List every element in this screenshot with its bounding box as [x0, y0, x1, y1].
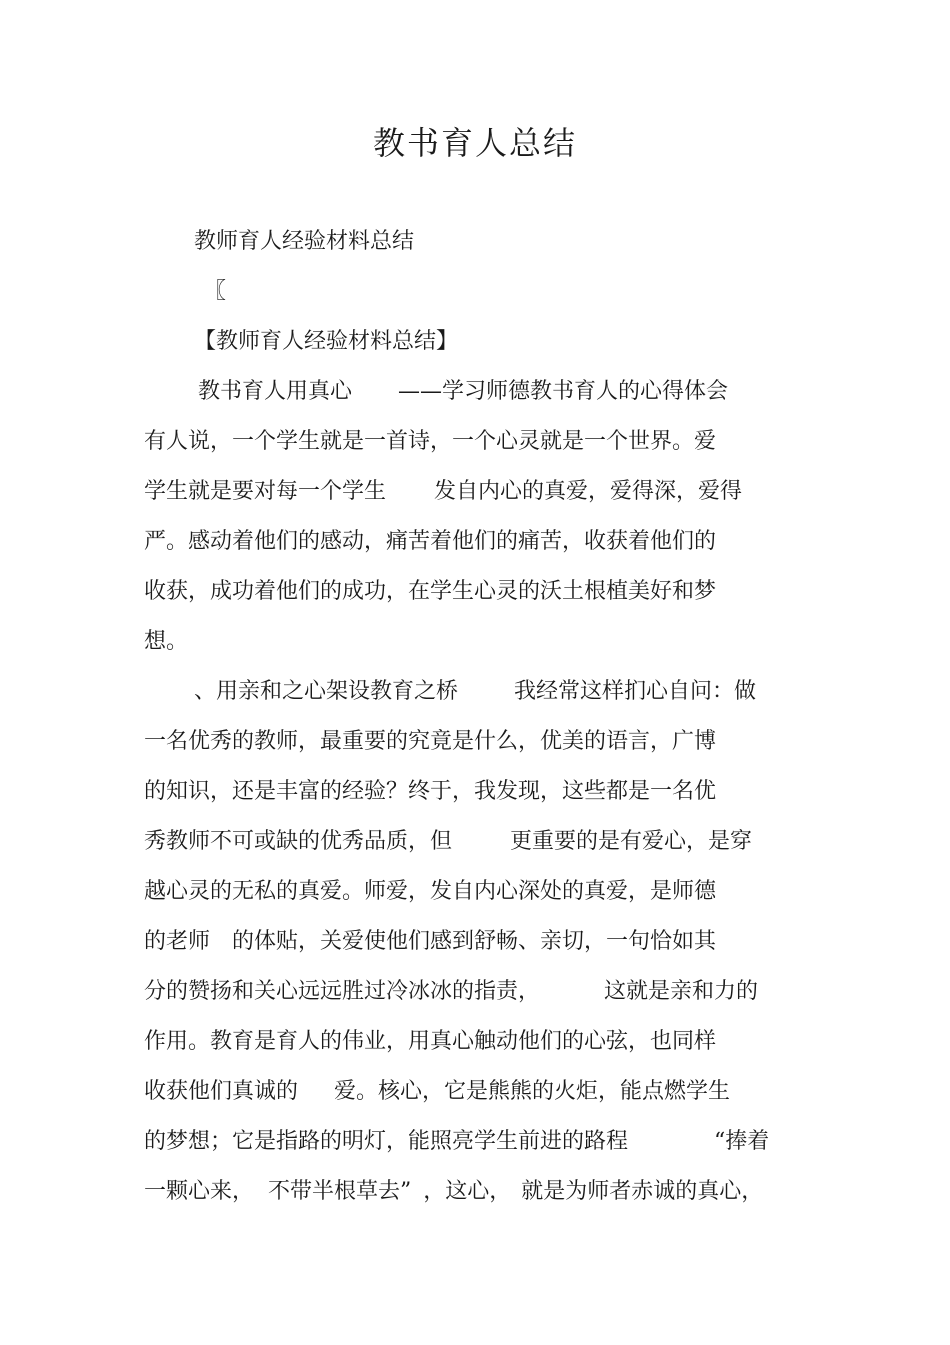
paragraph-line: [144, 1178, 763, 1206]
text-segment: 就是为师者赤诚的真心，: [521, 1179, 764, 1204]
text-segment: 的体贴，关爱使他们感到舒畅、亲切，一句恰如其: [232, 929, 717, 954]
paragraph-line: 作用。教育是育人的伟业，用真心触动他们的心弦，也同样: [144, 1029, 717, 1054]
paragraph-line: 有人说，一个学生就是一首诗，一个心灵就是一个世界。爱: [144, 429, 717, 454]
paragraph-line: 严。感动着他们的感动，痛苦着他们的痛苦，收获着他们的: [144, 529, 717, 554]
paragraph-line: 收获，成功着他们的成功，在学生心灵的沃土根植美好和梦: [144, 579, 717, 604]
text-segment: 的老师: [144, 929, 211, 954]
paragraph-head-line: [194, 678, 756, 706]
paragraph-line: [144, 1078, 730, 1106]
paragraph-line: [144, 478, 742, 506]
paragraph-line: [144, 828, 752, 856]
intro-subtitle: ——学习师德教书育人的心得体会: [398, 379, 729, 404]
text-segment: 不带半根草去”: [268, 1179, 412, 1204]
section-heading: 【教师育人经验材料总结】: [194, 329, 459, 354]
intro-title: 教书育人用真心: [198, 379, 353, 404]
text-segment: “捧着: [714, 1129, 770, 1154]
document-title: 教书育人总结: [372, 124, 577, 162]
bracket-mark: 〖: [204, 279, 227, 304]
section-point-heading: 、用亲和之心架设教育之桥: [194, 679, 459, 704]
text-segment: 这就是亲和力的: [604, 979, 759, 1004]
text-segment: 的梦想；它是指路的明灯，能照亮学生前进的路程: [144, 1129, 629, 1154]
text-segment: 更重要的是有爱心，是穿: [510, 829, 753, 854]
text-segment: 一颗心来，: [144, 1179, 255, 1204]
paragraph-line: 一名优秀的教师，最重要的究竟是什么，优美的语言，广博: [144, 729, 717, 754]
paragraph-line: [144, 978, 758, 1006]
text-segment: 爱。核心，它是熊熊的火炬，能点燃学生: [334, 1079, 731, 1104]
text-segment: 分的赞扬和关心远远胜过冷冰冰的指责，: [144, 979, 541, 1004]
paragraph-line: 的知识，还是丰富的经验？终于，我发现，这些都是一名优: [144, 779, 717, 804]
subtitle: 教师育人经验材料总结: [194, 229, 415, 254]
text-segment: 发自内心的真爱，爱得深，爱得: [434, 479, 743, 504]
text-segment: 收获他们真诚的: [144, 1079, 299, 1104]
paragraph-line: 想。: [144, 629, 189, 654]
text-segment: 我经常这样扪心自问：做: [514, 679, 757, 704]
paragraph-line: 越心灵的无私的真爱。师爱，发自内心深处的真爱，是师德: [144, 879, 717, 904]
paragraph-line: [144, 1128, 769, 1156]
paragraph-line: [144, 928, 716, 956]
text-segment: 学生就是要对每一个学生: [144, 479, 387, 504]
text-segment: ，这心，: [423, 1179, 512, 1204]
text-segment: 秀教师不可或缺的优秀品质，但: [144, 829, 453, 854]
intro-line: [198, 378, 728, 406]
